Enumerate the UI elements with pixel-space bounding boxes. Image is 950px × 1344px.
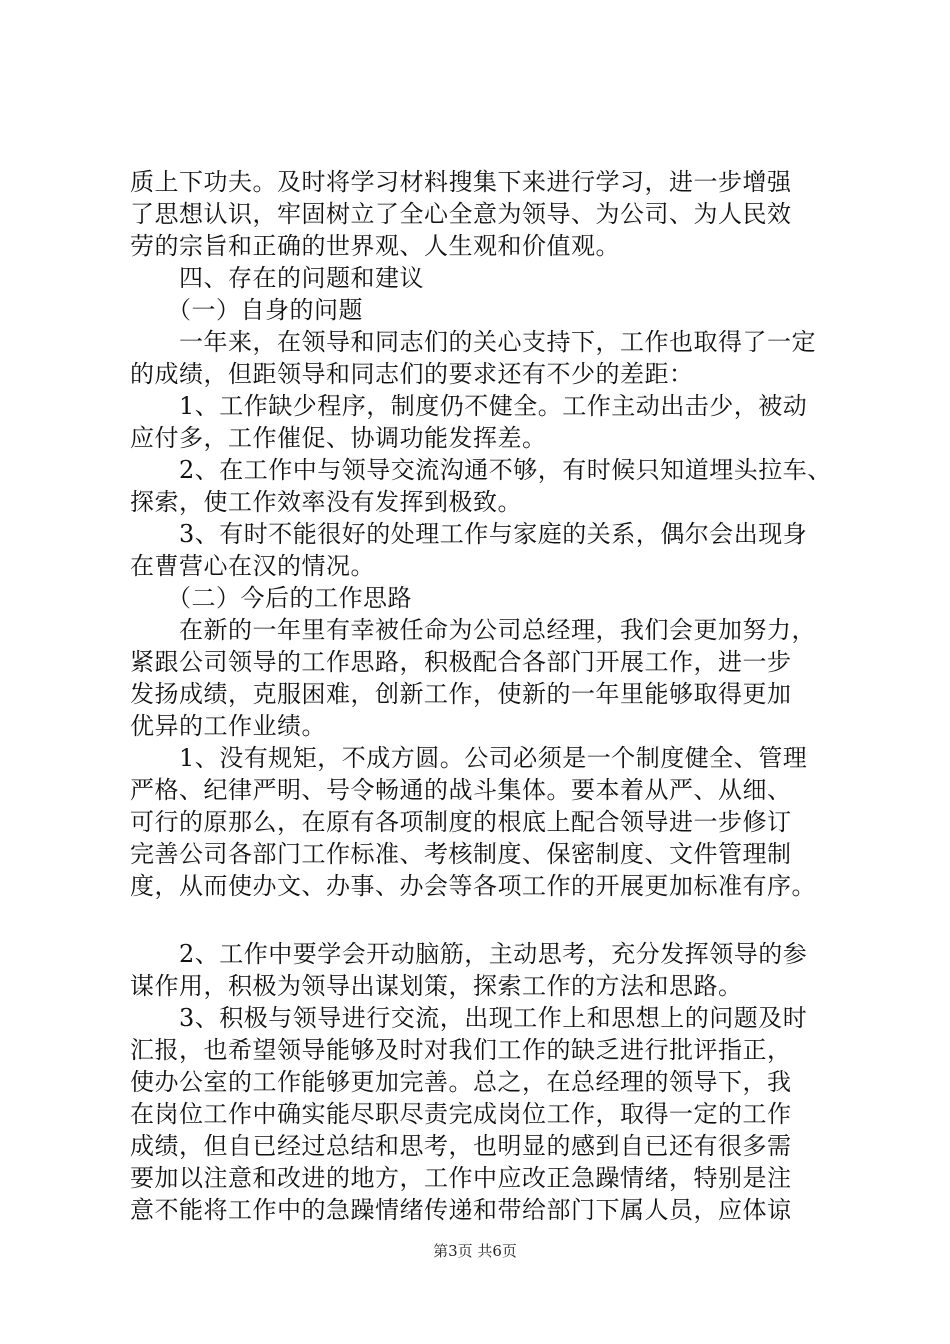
text-line: 严格、纪律严明、号令畅通的战斗集体。要本着从严、从细、	[130, 776, 792, 804]
text-line: 了思想认识，牢固树立了全心全意为领导、为公司、为人民效	[130, 200, 792, 228]
text-line: 在新的一年里有幸被任命为公司总经理，我们会更加努力，	[130, 616, 816, 644]
text-line: 汇报，也希望领导能够及时对我们工作的缺乏进行批评指正，	[130, 1036, 792, 1064]
text-line: 3、积极与领导进行交流，出现工作上和思想上的问题及时	[130, 1004, 808, 1032]
paragraph-gap	[130, 902, 830, 938]
text-line: 3、有时不能很好的处理工作与家庭的关系，偶尔会出现身	[130, 520, 808, 548]
text-line: 2、在工作中与领导交流沟通不够，有时候只知道埋头拉车、	[130, 456, 832, 484]
text-line: 一年来，在领导和同志们的关心支持下，工作也取得了一定	[130, 328, 816, 356]
text-line: 的成绩，但距领导和同志们的要求还有不少的差距：	[130, 360, 694, 388]
text-line: 在曹营心在汉的情况。	[130, 552, 375, 580]
text-line: 质上下功夫。及时将学习材料搜集下来进行学习，进一步增强	[130, 168, 792, 196]
subsection-heading: （二）今后的工作思路	[130, 584, 412, 612]
text-line: 谋作用，积极为领导出谋划策，探索工作的方法和思路。	[130, 972, 743, 1000]
text-line: 探索，使工作效率没有发挥到极致。	[130, 488, 522, 516]
text-line: 要加以注意和改进的地方，工作中应改正急躁情绪，特别是注	[130, 1164, 792, 1192]
text-line: 意不能将工作中的急躁情绪传递和带给部门下属人员，应体谅	[130, 1196, 792, 1224]
text-line: 优异的工作业绩。	[130, 712, 326, 740]
document-body	[130, 166, 830, 1226]
text-line: 2、工作中要学会开动脑筋，主动思考，充分发挥领导的参	[130, 940, 808, 968]
text-line: 可行的原那么，在原有各项制度的根底上配合领导进一步修订	[130, 808, 792, 836]
text-line: 劳的宗旨和正确的世界观、人生观和价值观。	[130, 232, 620, 260]
section-heading: 四、存在的问题和建议	[130, 264, 424, 292]
text-line: 完善公司各部门工作标准、考核制度、保密制度、文件管理制	[130, 840, 792, 868]
text-line: 成绩，但自已经过总结和思考，也明显的感到自已还有很多需	[130, 1132, 792, 1160]
text-line: 1、没有规矩，不成方圆。公司必须是一个制度健全、管理	[130, 744, 808, 772]
subsection-heading: （一）自身的问题	[130, 296, 363, 324]
text-line: 使办公室的工作能够更加完善。总之，在总经理的领导下，我	[130, 1068, 792, 1096]
text-line: 在岗位工作中确实能尽职尽责完成岗位工作，取得一定的工作	[130, 1100, 792, 1128]
page-number-footer: 第3页 共6页	[433, 1242, 517, 1260]
text-line: 应付多，工作催促、协调功能发挥差。	[130, 424, 547, 452]
text-line: 发扬成绩，克服困难，创新工作，使新的一年里能够取得更加	[130, 680, 792, 708]
text-line: 度，从而使办文、办事、办会等各项工作的开展更加标准有序。	[130, 872, 816, 900]
text-line: 紧跟公司领导的工作思路，积极配合各部门开展工作，进一步	[130, 648, 792, 676]
text-line: 1、工作缺少程序，制度仍不健全。工作主动出击少，被动	[130, 392, 808, 420]
